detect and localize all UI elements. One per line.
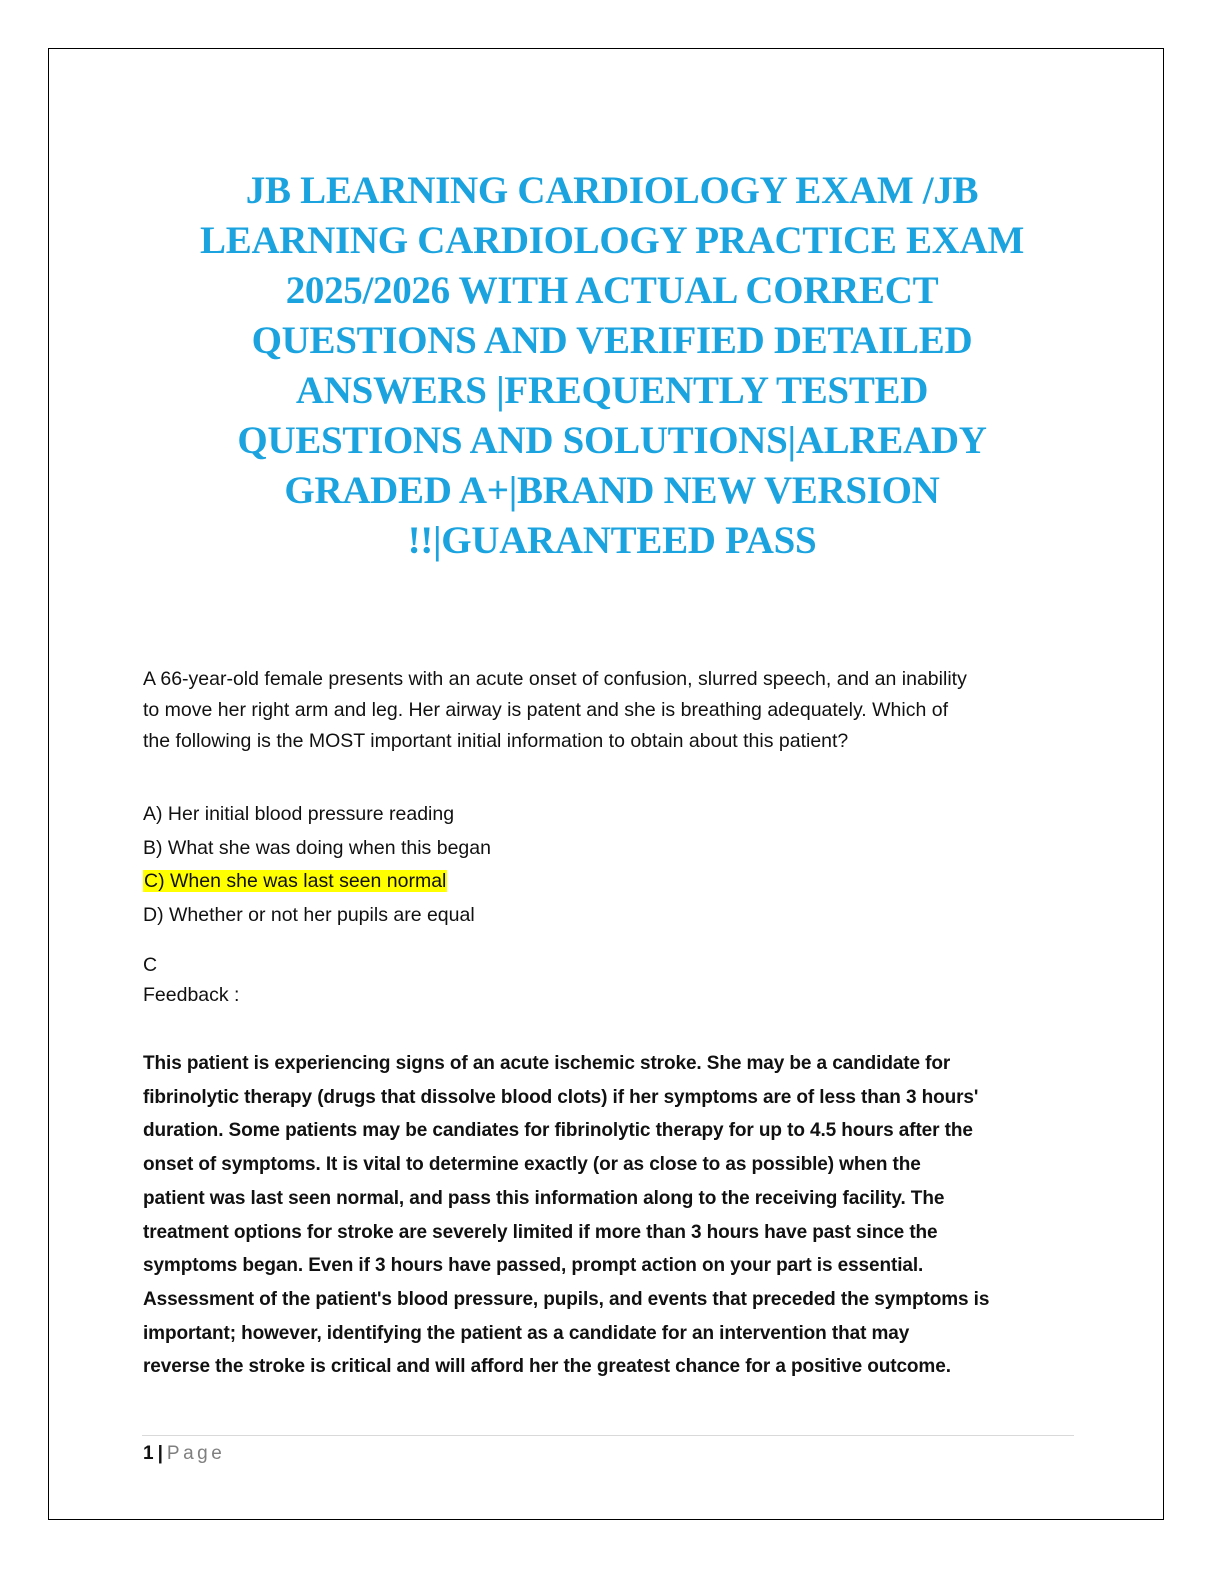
feedback-line: treatment options for stroke are severely limited if more than 3 hours have past since the bbox=[143, 1221, 938, 1243]
title-line: QUESTIONS AND SOLUTIONS|ALREADY bbox=[237, 419, 987, 462]
question-line: the following is the MOST important initial information to obtain about this patient? bbox=[143, 730, 849, 752]
feedback-text bbox=[143, 1047, 1083, 1384]
footer-divider bbox=[142, 1435, 1074, 1436]
question-line: to move her right arm and leg. Her airway is patent and she is breathing adequately. Which of bbox=[143, 699, 948, 721]
footer-separator: | bbox=[157, 1443, 163, 1464]
feedback-line: patient was last seen normal, and pass this information along to the receiving facility. The bbox=[143, 1187, 945, 1209]
feedback-line: duration. Some patients may be candiates for fibrinolytic therapy for up to 4.5 hours after the bbox=[143, 1120, 973, 1142]
option-a: A) Her initial blood pressure reading bbox=[143, 803, 455, 825]
feedback-line: important; however, identifying the patient as a candidate for an intervention that may bbox=[143, 1322, 910, 1344]
title-line: JB LEARNING CARDIOLOGY EXAM /JB bbox=[245, 169, 979, 212]
feedback-line: This patient is experiencing signs of an acute ischemic stroke. She may be a candidate for bbox=[143, 1053, 951, 1074]
title-line: ANSWERS |FREQUENTLY TESTED bbox=[295, 369, 929, 412]
title-line: LEARNING CARDIOLOGY PRACTICE EXAM bbox=[200, 219, 1024, 262]
title-line: GRADED A+|BRAND NEW VERSION bbox=[284, 469, 940, 512]
page-footer bbox=[143, 1441, 225, 1467]
option-b: B) What she was doing when this began bbox=[143, 836, 491, 859]
document-title bbox=[120, 166, 1104, 566]
title-line: QUESTIONS AND VERIFIED DETAILED bbox=[251, 319, 973, 362]
answer-block bbox=[143, 950, 1083, 1010]
feedback-line: reverse the stroke is critical and will afford her the greatest chance for a positive outcome. bbox=[143, 1356, 951, 1378]
answer-options bbox=[143, 798, 1083, 932]
correct-option-highlight: C) When she was last seen normal bbox=[144, 870, 447, 892]
answer-letter: C bbox=[143, 954, 158, 976]
page-label: Page bbox=[166, 1443, 226, 1464]
question-stem bbox=[143, 664, 1083, 757]
question-line: A 66-year-old female presents with an acute onset of confusion, slurred speech, and an inability bbox=[143, 668, 967, 690]
feedback-line: fibrinolytic therapy (drugs that dissolve blood clots) if her symptoms are of less than 3 hours' bbox=[143, 1086, 979, 1108]
feedback-line: Assessment of the patient's blood pressure, pupils, and events that preceded the symptoms is bbox=[143, 1288, 990, 1310]
title-line: 2025/2026 WITH ACTUAL CORRECT bbox=[285, 269, 939, 312]
feedback-line: symptoms began. Even if 3 hours have passed, prompt action on your part is essential. bbox=[143, 1255, 924, 1277]
feedback-label: Feedback : bbox=[143, 984, 240, 1006]
page-number: 1 bbox=[143, 1443, 154, 1464]
title-line: !!|GUARANTEED PASS bbox=[407, 519, 817, 562]
option-d: D) Whether or not her pupils are equal bbox=[143, 903, 475, 926]
option-c-correct bbox=[143, 865, 1083, 899]
feedback-line: onset of symptoms. It is vital to determine exactly (or as close to as possible) when the bbox=[143, 1154, 921, 1176]
